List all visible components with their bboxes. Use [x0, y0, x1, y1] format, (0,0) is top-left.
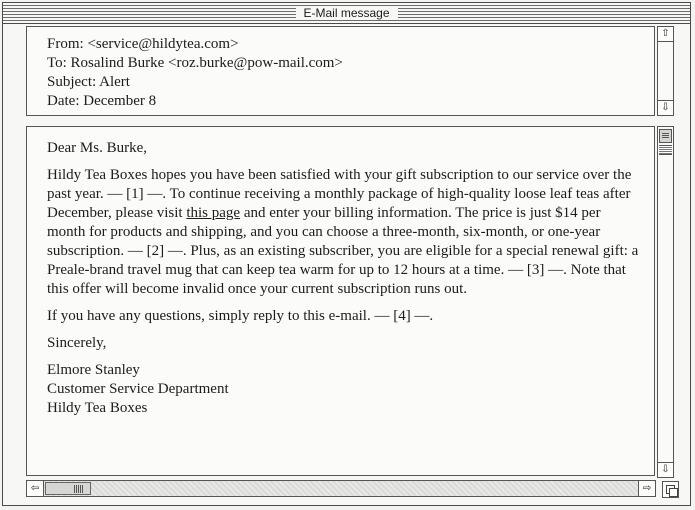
- paragraph-1-text-b: and enter your billing information. The price is just $14 per month for products and shipping, and you can choose a three-month, six-month, or one-year subscription. — [2] —. Plus, as an existing subscriber, you are eligible for a special renewal gift: a Preale-brand travel mug that can keep tea warm for up to 12 hours at a time. — [3] —. Note that this offer will become invalid once your current subscription runs out.: [47, 205, 639, 297]
- signature-department: Customer Service Department: [47, 381, 229, 397]
- subject-value: Alert: [99, 74, 130, 90]
- signature: [47, 361, 639, 418]
- scroll-right-icon[interactable]: ⇨: [638, 481, 655, 496]
- date-value: December 8: [83, 93, 157, 109]
- to-value: Rosalind Burke <roz.burke@pow-mail.com>: [70, 55, 343, 71]
- from-line: [27, 35, 343, 54]
- paragraph-2: If you have any questions, simply reply to this e-mail. — [4] —.: [47, 308, 434, 324]
- header-pane: [26, 26, 655, 116]
- header-scroll-up-icon[interactable]: ⇧: [658, 27, 673, 42]
- body-scroll-thumb[interactable]: [659, 129, 672, 143]
- to-label: To:: [47, 55, 67, 71]
- subject-label: Subject:: [47, 74, 97, 90]
- from-label: From:: [47, 36, 84, 52]
- body-scroll-down-icon[interactable]: ⇩: [658, 462, 673, 477]
- signature-company: Hildy Tea Boxes: [47, 400, 148, 416]
- message-body-pane: [26, 126, 655, 476]
- to-line: [27, 54, 343, 73]
- paragraph-1: [47, 166, 639, 299]
- body-scrollbar[interactable]: [657, 126, 674, 478]
- closing: Sincerely,: [47, 335, 107, 351]
- resize-icon[interactable]: [662, 481, 679, 498]
- horizontal-scroll-thumb[interactable]: [45, 482, 91, 495]
- window-title: E-Mail message: [295, 6, 397, 20]
- date-label: Date:: [47, 93, 80, 109]
- signature-name: Elmore Stanley: [47, 362, 140, 378]
- greeting: Dear Ms. Burke,: [47, 140, 147, 156]
- scroll-left-icon[interactable]: ⇦: [27, 481, 44, 496]
- title-bar[interactable]: [3, 3, 690, 24]
- message-body: [47, 139, 639, 418]
- subject-line: [27, 73, 343, 92]
- this-page-link[interactable]: this page: [186, 205, 241, 221]
- header-scroll-down-icon[interactable]: ⇩: [658, 100, 673, 115]
- from-value: <service@hildytea.com>: [87, 36, 239, 52]
- header-fields: [27, 35, 343, 111]
- header-scrollbar[interactable]: [657, 26, 674, 116]
- horizontal-scrollbar[interactable]: [26, 480, 656, 497]
- body-scroll-grip: [659, 145, 672, 155]
- date-line: [27, 92, 343, 111]
- paragraph-1-text-a: Hildy Tea Boxes hopes you have been satisfied with your gift subscription to our service over the past year. — [1] —. To continue receiving a monthly package of high-quality loose leaf teas after December, please visit: [47, 167, 632, 221]
